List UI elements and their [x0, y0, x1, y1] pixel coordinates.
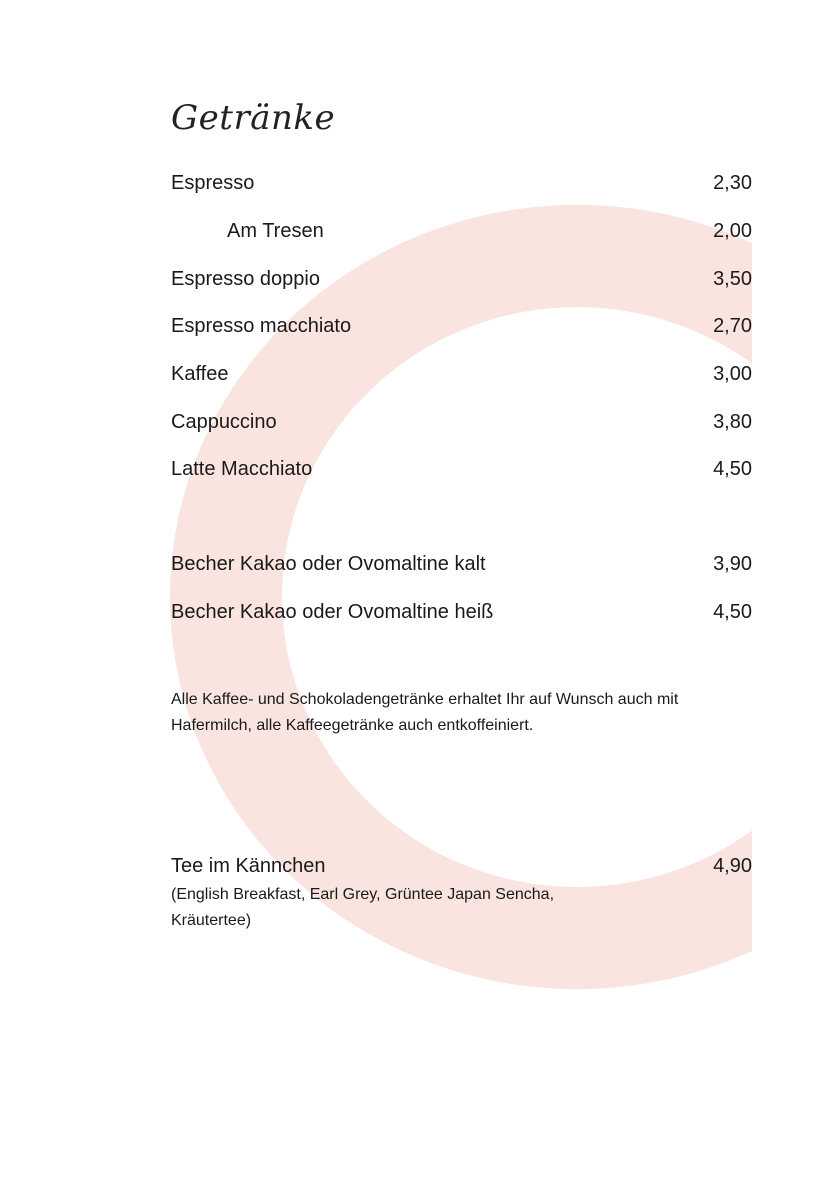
menu-item-kakao-heiss	[171, 598, 752, 626]
menu-item-cappuccino	[171, 408, 752, 436]
item-name: Am Tresen	[227, 220, 324, 242]
item-name: Latte Macchiato	[171, 458, 313, 480]
item-price: 2,70	[713, 315, 752, 337]
page-title: Getränke	[171, 98, 336, 138]
item-name: Espresso	[171, 172, 255, 194]
item-price: 2,00	[713, 220, 752, 242]
item-price: 3,00	[713, 363, 752, 385]
menu-item-espresso-doppio	[171, 265, 752, 293]
menu-item-espresso-macchiato	[171, 312, 752, 340]
item-price: 2,30	[713, 172, 752, 194]
item-name: Becher Kakao oder Ovomaltine heiß	[171, 601, 494, 623]
item-name: Becher Kakao oder Ovomaltine kalt	[171, 553, 486, 575]
menu-item-kaffee	[171, 360, 752, 388]
tea-varieties: (English Breakfast, Earl Grey, Grüntee Japan Sencha, Kräutertee)	[171, 886, 555, 929]
item-name: Cappuccino	[171, 411, 277, 433]
item-price: 4,50	[713, 601, 752, 623]
menu-item-latte-macchiato	[171, 455, 752, 483]
item-name: Espresso doppio	[171, 268, 320, 290]
menu-item-tee	[171, 852, 752, 880]
milk-options-note: Alle Kaffee- und Schokoladengetränke erhaltet Ihr auf Wunsch auch mit Hafermilch, alle Kaffeegetränke auch entkoffeiniert.	[171, 691, 679, 734]
item-name: Kaffee	[171, 363, 229, 385]
menu-item-espresso	[171, 169, 752, 197]
item-price: 3,80	[713, 411, 752, 433]
item-price: 3,90	[713, 553, 752, 575]
menu-item-am-tresen	[171, 217, 752, 245]
menu-item-kakao-kalt	[171, 550, 752, 578]
item-price: 4,90	[713, 855, 752, 877]
item-price: 3,50	[713, 268, 752, 290]
item-price: 4,50	[713, 458, 752, 480]
item-name: Espresso macchiato	[171, 315, 352, 337]
item-name: Tee im Kännchen	[171, 855, 326, 877]
